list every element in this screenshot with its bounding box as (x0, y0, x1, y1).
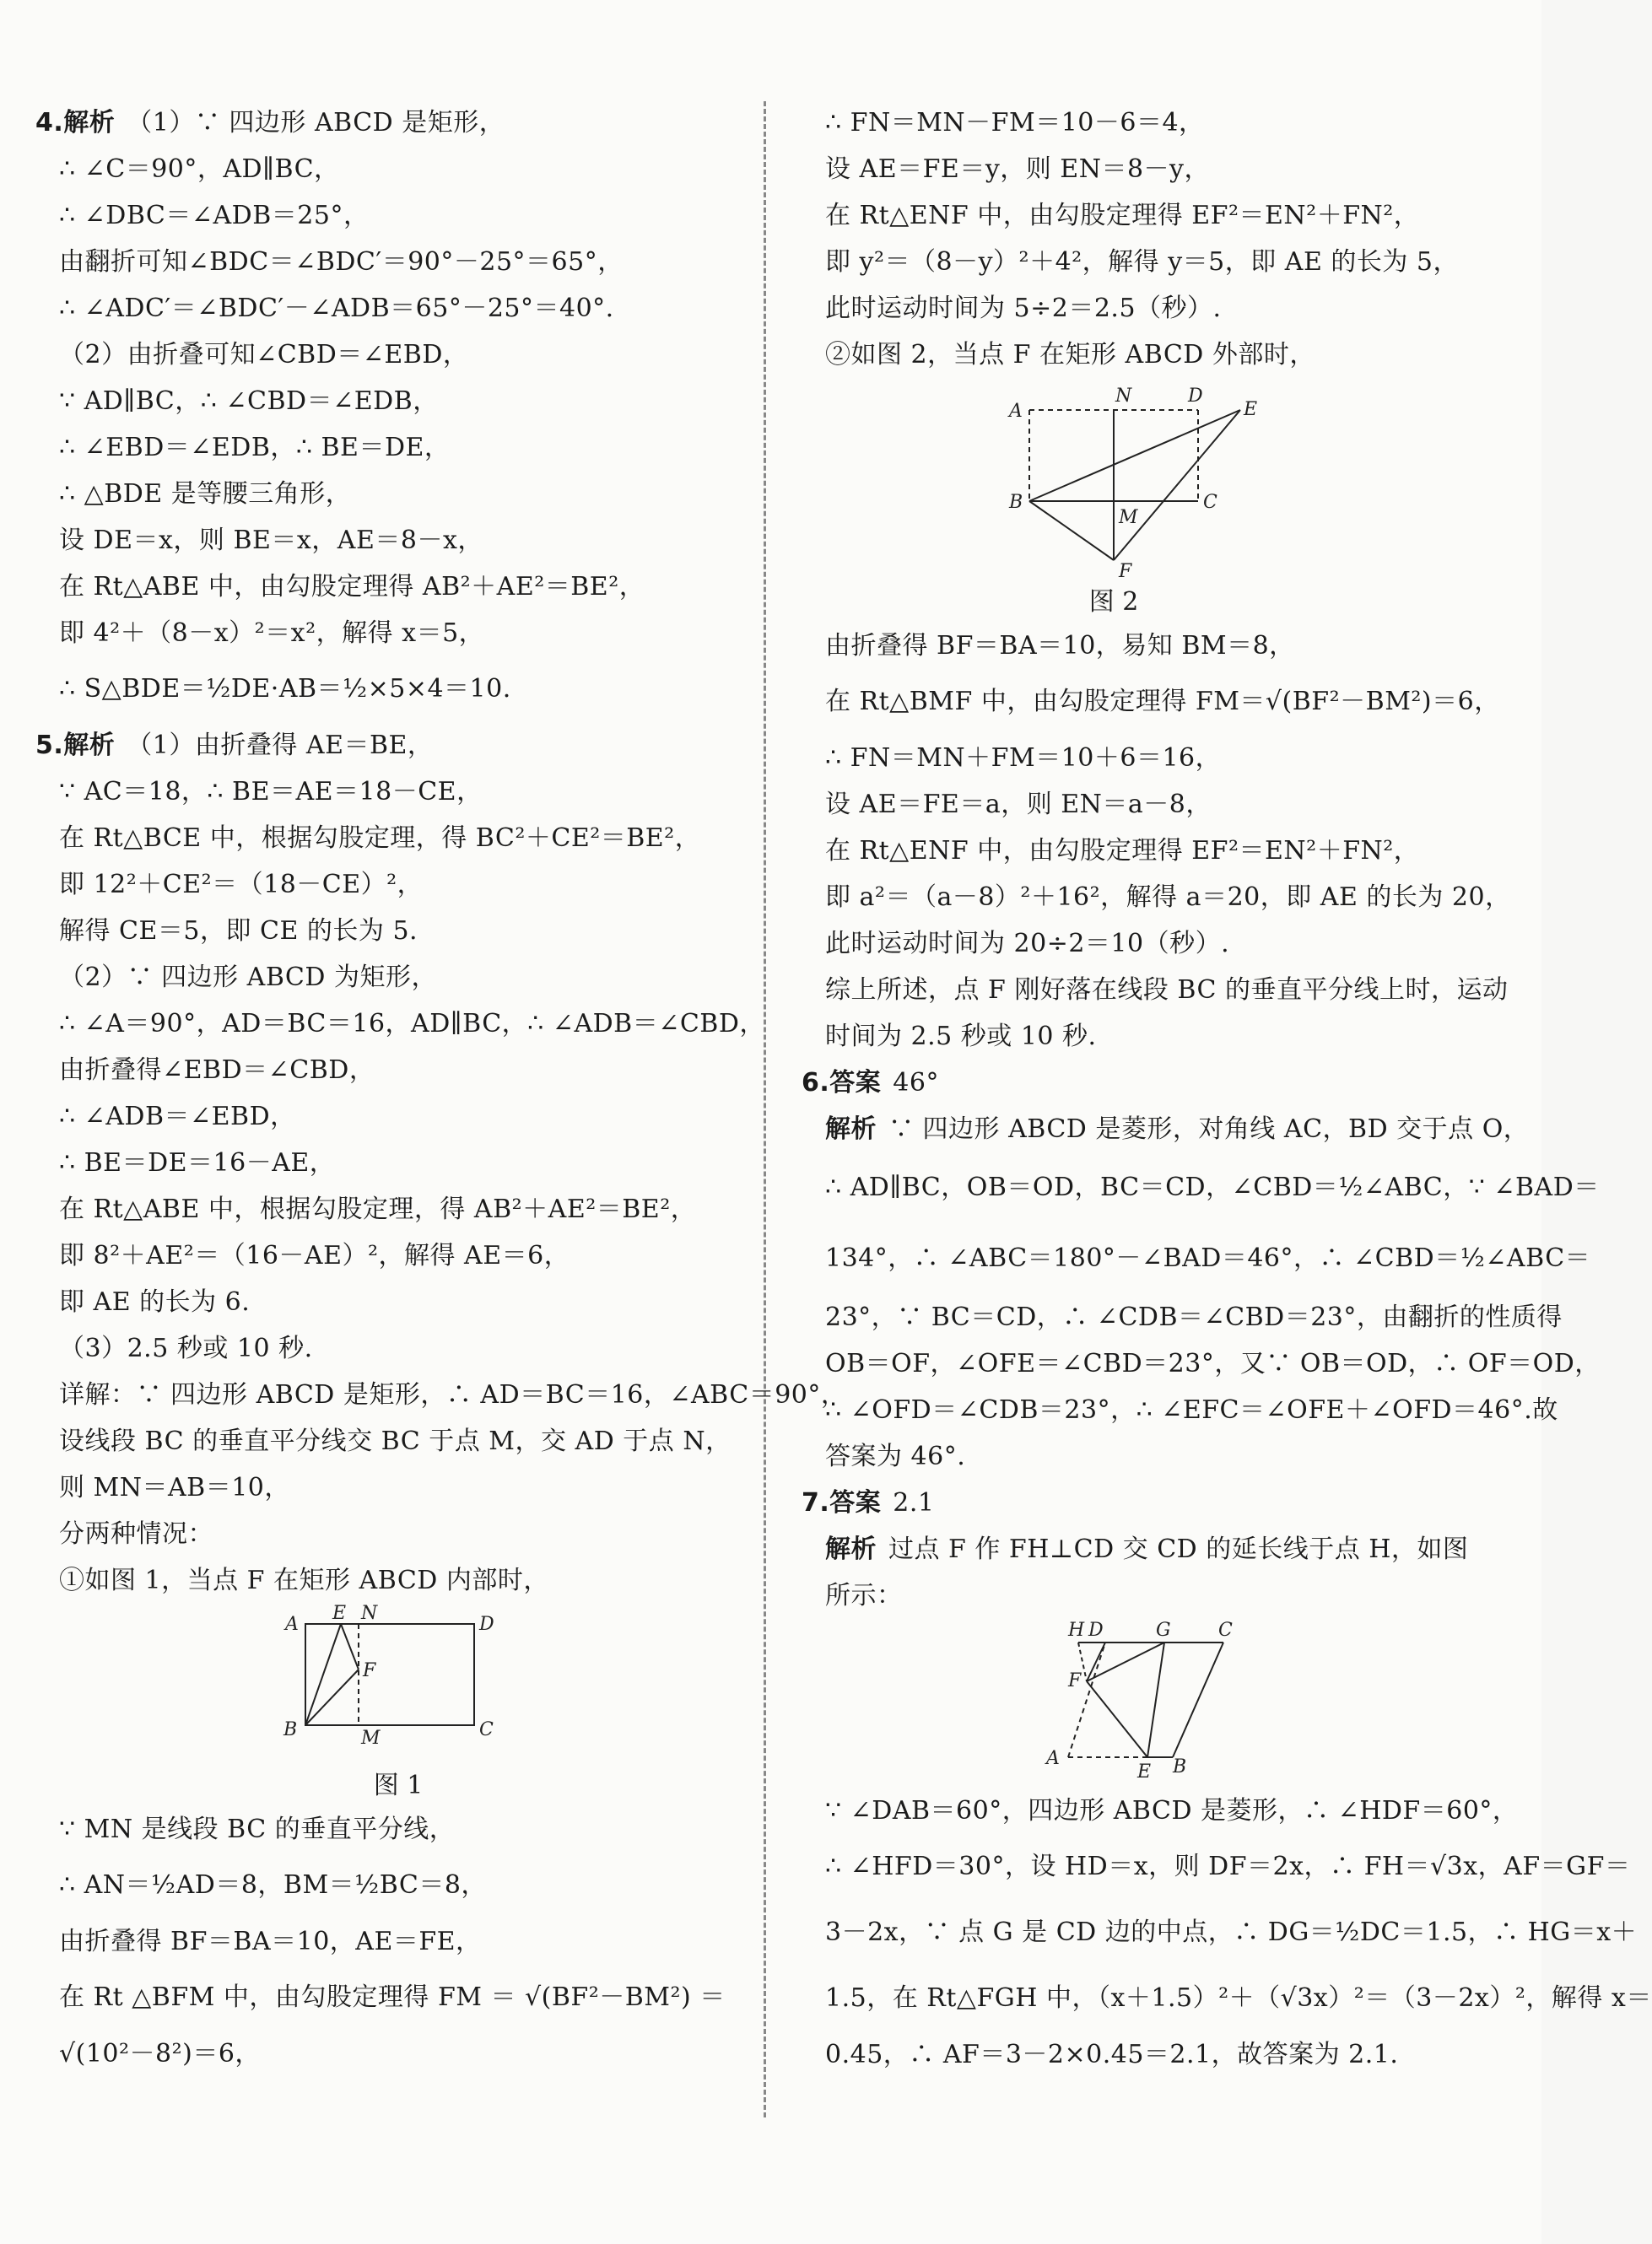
figure-1-caption: 图 1 (373, 1771, 424, 1800)
text-line (35, 1965, 727, 2031)
text-line (35, 239, 727, 285)
text-line (35, 861, 727, 908)
text-line (802, 669, 1502, 735)
fig3-label: G (1156, 1620, 1171, 1641)
text-line (35, 1325, 727, 1372)
line-text: 则 MN＝AB＝10， (59, 1473, 290, 1502)
line-text: （1）由折叠得 AE＝BE， (127, 731, 434, 760)
fig1-label: E (332, 1603, 347, 1624)
line-text: （2）由折叠可知∠CBD＝∠EBD， (59, 340, 469, 370)
line-text: √(10²－8²)＝6， (59, 2039, 261, 2069)
line-text: ∴ ∠ADC′＝∠BDC′－∠ADB＝65°－25°＝40°. (59, 294, 614, 323)
line-ad (1068, 1643, 1105, 1757)
fig1-label: M (361, 1728, 381, 1749)
text-line (802, 1572, 1502, 1619)
section-heading: 7.答案 (802, 1488, 882, 1518)
text-line (35, 1186, 727, 1233)
line-bf (305, 1670, 359, 1725)
figure-3 (1038, 1622, 1274, 1783)
line-text: ∵ MN 是线段 BC 的垂直平分线， (59, 1815, 456, 1844)
line-text: 134°，∴ ∠ABC＝180°－∠BAD＝46°，∴ ∠CBD＝½∠ABC＝ (825, 1243, 1591, 1273)
text-line (35, 1557, 727, 1604)
text-line (802, 967, 1509, 1013)
line-text: 设线段 BC 的垂直平分线交 BC 于点 M，交 AD 于点 N， (59, 1427, 732, 1456)
text-line (802, 1480, 1502, 1526)
line-text: 过点 F 作 FH⊥CD 交 CD 的延长线于点 H，如图 (888, 1535, 1469, 1564)
text-line (35, 610, 727, 656)
line-text: 在 Rt△BMF 中，由勾股定理得 FM＝√(BF²－BM²)＝6， (825, 687, 1500, 716)
text-line (35, 1465, 727, 1511)
text-line (35, 1418, 732, 1465)
figure-2-caption: 图 2 (1088, 587, 1139, 617)
text-line (802, 828, 1502, 874)
text-line (35, 656, 727, 722)
text-line (35, 378, 727, 424)
line-text: 分两种情况： (59, 1519, 213, 1549)
line-text: ∴ ∠EBD＝∠EDB，∴ BE＝DE， (59, 433, 451, 462)
text-line (802, 1340, 1601, 1387)
text-line (35, 1140, 727, 1186)
section-heading: 6.答案 (802, 1068, 882, 1098)
figure-1 (272, 1603, 575, 1803)
line-text: 3－2x，∵ 点 G 是 CD 边的中点，∴ DG＝½DC＝1.5，∴ HG＝x＋ (825, 1918, 1638, 1947)
text-line (35, 146, 727, 192)
text-line (802, 1106, 1530, 1152)
section-heading: 解析 (825, 1535, 877, 1564)
fig3-label: E (1137, 1761, 1152, 1783)
section-heading: 解析 (825, 1114, 877, 1144)
text-line (35, 908, 727, 954)
line-text: 由折叠得 BF＝BA＝10，易知 BM＝8， (825, 631, 1295, 661)
column-divider (764, 101, 766, 2117)
line-text: 即 4²＋（8－x）²＝x²，解得 x＝5， (59, 618, 485, 648)
text-line (35, 954, 727, 1001)
line-text: 即 a²＝（a－8）²＋16²，解得 a＝20，即 AE 的长为 20， (825, 882, 1511, 912)
text-line (802, 332, 1502, 378)
text-line (802, 1152, 1600, 1223)
fig3-label: C (1218, 1620, 1233, 1641)
line-text: 即 8²＋AE²＝（16－AE）²，解得 AE＝6， (59, 1241, 570, 1270)
line-text: ∴ ∠OFD＝∠CDB＝23°，∴ ∠EFC＝∠OFE＋∠OFD＝46°.故 (825, 1395, 1558, 1425)
text-line (35, 722, 727, 769)
line-text: 2.1 (893, 1488, 935, 1518)
line-text: （1）∵ 四边形 ABCD 是矩形， (127, 108, 505, 138)
text-line (35, 1047, 727, 1093)
line-ef (341, 1624, 359, 1670)
line-text: 在 Rt△ABE 中，根据勾股定理，得 AB²＋AE²＝BE²， (59, 1195, 697, 1224)
line-text: 在 Rt △BFM 中，由勾股定理得 FM ＝ √(BF²－BM²) ＝ (59, 1982, 726, 2012)
line-text: 即 y²＝（8－y）²＋4²，解得 y＝5，即 AE 的长为 5， (825, 247, 1460, 277)
line-text: ∴ S△BDE＝½DE·AB＝½×5×4＝10. (59, 674, 511, 704)
fig2-label: B (1009, 492, 1023, 513)
text-line (802, 1013, 1502, 1060)
text-line (35, 1806, 727, 1853)
line-cb (1173, 1643, 1223, 1757)
line-text: 23°，∵ BC＝CD，∴ ∠CDB＝∠CBD＝23°，由翻折的性质得 (825, 1303, 1563, 1332)
figure-1-diagram (272, 1603, 575, 1769)
line-text: ∵ ∠DAB＝60°，四边形 ABCD 是菱形，∴ ∠HDF＝60°， (825, 1796, 1519, 1826)
fig1-label: F (363, 1660, 376, 1681)
text-line (802, 1387, 1558, 1433)
line-text: ①如图 1，当点 F 在矩形 ABCD 内部时， (59, 1566, 549, 1595)
line-text: 设 AE＝FE＝a，则 EN＝a－8， (825, 790, 1212, 819)
text-line (802, 1526, 1502, 1572)
text-line (35, 1093, 727, 1140)
line-text: 此时运动时间为 20÷2＝10（秒）. (825, 929, 1230, 958)
text-line (802, 735, 1502, 781)
text-line (802, 2031, 1502, 2078)
text-line (802, 781, 1502, 828)
line-text: ∵ AD∥BC，∴ ∠CBD＝∠EDB， (59, 386, 439, 416)
line-text: ∴ ∠DBC＝∠ADB＝25°， (59, 201, 370, 230)
fig2-label: C (1203, 492, 1217, 513)
line-text: ∴ ∠HFD＝30°，设 HD＝x，则 DF＝2x，∴ FH＝√3x，AF＝GF＝ (825, 1852, 1631, 1881)
line-text: 时间为 2.5 秒或 10 秒. (825, 1022, 1097, 1051)
text-line (802, 1788, 1519, 1834)
text-line (35, 192, 727, 239)
line-ge (1147, 1643, 1164, 1757)
line-text: ∵ 四边形 ABCD 是菱形，对角线 AC，BD 交于点 O， (888, 1114, 1530, 1144)
text-line (802, 1966, 1652, 2031)
text-line (802, 1060, 1502, 1106)
line-text: ∵ AC＝18，∴ BE＝AE＝18－CE， (59, 777, 483, 806)
text-line (802, 874, 1511, 920)
text-line (802, 1433, 1502, 1480)
line-text: 在 Rt△ABE 中，由勾股定理得 AB²＋AE²＝BE²， (59, 572, 645, 601)
text-line (802, 285, 1502, 332)
fig3-label: D (1088, 1620, 1104, 1641)
line-text: 综上所述，点 F 刚好落在线段 BC 的垂直平分线上时，运动 (825, 975, 1509, 1005)
figure-2 (1004, 383, 1291, 619)
text-line (35, 769, 727, 815)
line-text: ∴ △BDE 是等腰三角形， (59, 479, 352, 509)
text-line (35, 100, 727, 146)
line-text: （2）∵ 四边形 ABCD 为矩形， (59, 963, 437, 992)
line-text: 设 AE＝FE＝y，则 EN＝8－y， (825, 154, 1210, 184)
fig2-label: A (1009, 401, 1023, 422)
text-line (35, 1372, 847, 1418)
line-text: 在 Rt△BCE 中，根据勾股定理，得 BC²＋CE²＝BE²， (59, 823, 701, 853)
line-text: 0.45，∴ AF＝3－2×0.45＝2.1，故答案为 2.1. (825, 2040, 1399, 2069)
fig1-label: B (283, 1719, 298, 1740)
line-be (1029, 410, 1240, 501)
line-text: ∴ FN＝MN－FM＝10－6＝4， (825, 108, 1205, 138)
line-text: ∴ AD∥BC，OB＝OD，BC＝CD，∠CBD＝½∠ABC，∵ ∠BAD＝ (825, 1173, 1600, 1202)
text-line (35, 1279, 727, 1325)
text-line (35, 424, 727, 471)
line-text: ∴ ∠C＝90°，AD∥BC， (59, 154, 340, 184)
fig2-label: N (1115, 386, 1132, 407)
line-text: 46° (893, 1068, 939, 1098)
line-fg (1087, 1643, 1164, 1681)
text-line (35, 1233, 727, 1279)
line-fe (1087, 1681, 1147, 1757)
fig1-label: C (479, 1719, 494, 1740)
line-text: 详解：∵ 四边形 ABCD 是矩形，∴ AD＝BC＝16，∠ABC＝90°， (59, 1380, 847, 1410)
section-heading: 4.解析 (35, 108, 116, 138)
text-line (802, 192, 1502, 239)
text-line (35, 517, 727, 564)
fig1-label: D (479, 1614, 494, 1635)
text-line (802, 1294, 1563, 1340)
text-line (35, 564, 727, 610)
text-line (802, 1900, 1638, 1966)
line-text: 答案为 46°. (825, 1442, 966, 1471)
line-text: 1.5，在 Rt△FGH 中，（x＋1.5）²＋（√3x）²＝（3－2x）²，解得 x＝ (825, 1983, 1652, 2013)
text-line (802, 100, 1502, 146)
line-text: 在 Rt△ENF 中，由勾股定理得 EF²＝EN²＋FN²， (825, 836, 1420, 866)
rect-abcd (305, 1624, 474, 1725)
fig1-label: A (285, 1614, 299, 1635)
fig2-label: E (1244, 399, 1258, 420)
fig2-label: M (1119, 507, 1138, 528)
fig3-label: H (1068, 1620, 1085, 1641)
line-text: 解得 CE＝5，即 CE 的长为 5. (59, 916, 418, 946)
text-line (35, 2031, 727, 2077)
fig2-label: D (1188, 386, 1203, 407)
text-line (802, 239, 1502, 285)
line-text: ②如图 2，当点 F 在矩形 ABCD 外部时， (825, 340, 1315, 370)
text-line (802, 1223, 1591, 1294)
line-text: 由折叠得∠EBD＝∠CBD， (59, 1055, 375, 1085)
line-fd (1087, 1643, 1105, 1681)
line-text: 由翻折可知∠BDC＝∠BDC′＝90°－25°＝65°， (59, 247, 624, 277)
line-text: ∴ ∠A＝90°，AD＝BC＝16，AD∥BC，∴ ∠ADB＝∠CBD， (59, 1009, 765, 1038)
line-text: 设 DE＝x，则 BE＝x，AE＝8－x， (59, 526, 483, 555)
text-line (35, 1001, 765, 1047)
text-line (802, 1834, 1631, 1900)
text-line (35, 1853, 727, 1918)
line-text: OB＝OF，∠OFE＝∠CBD＝23°，又∵ OB＝OD，∴ OF＝OD， (825, 1349, 1601, 1378)
text-line (802, 146, 1502, 192)
line-text: 所示： (825, 1581, 903, 1610)
text-line (35, 471, 727, 517)
line-text: 即 12²＋CE²＝（18－CE）²， (59, 870, 424, 899)
text-line (802, 623, 1502, 669)
text-line (35, 815, 727, 861)
line-be (305, 1624, 341, 1725)
line-text: （3）2.5 秒或 10 秒. (59, 1334, 313, 1363)
fig1-label: N (361, 1603, 378, 1624)
fig3-label: A (1046, 1748, 1060, 1769)
line-text: 此时运动时间为 5÷2＝2.5（秒）. (825, 294, 1222, 323)
line-bf (1029, 501, 1114, 560)
fig3-label: F (1068, 1670, 1082, 1691)
fig3-label: B (1173, 1756, 1187, 1777)
line-text: ∴ ∠ADB＝∠EBD， (59, 1102, 296, 1131)
line-text: ∴ FN＝MN＋FM＝10＋6＝16， (825, 743, 1222, 773)
line-text: 即 AE 的长为 6. (59, 1287, 251, 1317)
section-heading: 5.解析 (35, 731, 116, 760)
line-text: 由折叠得 BF＝BA＝10，AE＝FE， (59, 1927, 482, 1956)
text-line (35, 332, 727, 378)
figure-3-diagram (1038, 1622, 1274, 1783)
right-column (802, 100, 1652, 2078)
text-line (35, 1511, 727, 1557)
line-text: ∴ AN＝½AD＝8，BM＝½BC＝8， (59, 1870, 487, 1900)
text-line (35, 1918, 727, 1965)
figure-2-diagram (1004, 383, 1291, 585)
text-line (35, 285, 727, 332)
line-text: 在 Rt△ENF 中，由勾股定理得 EF²＝EN²＋FN²， (825, 201, 1420, 230)
text-line (802, 920, 1502, 967)
line-fe (1114, 410, 1240, 560)
fig2-label: F (1119, 561, 1132, 582)
line-text: ∴ BE＝DE＝16－AE， (59, 1148, 336, 1178)
